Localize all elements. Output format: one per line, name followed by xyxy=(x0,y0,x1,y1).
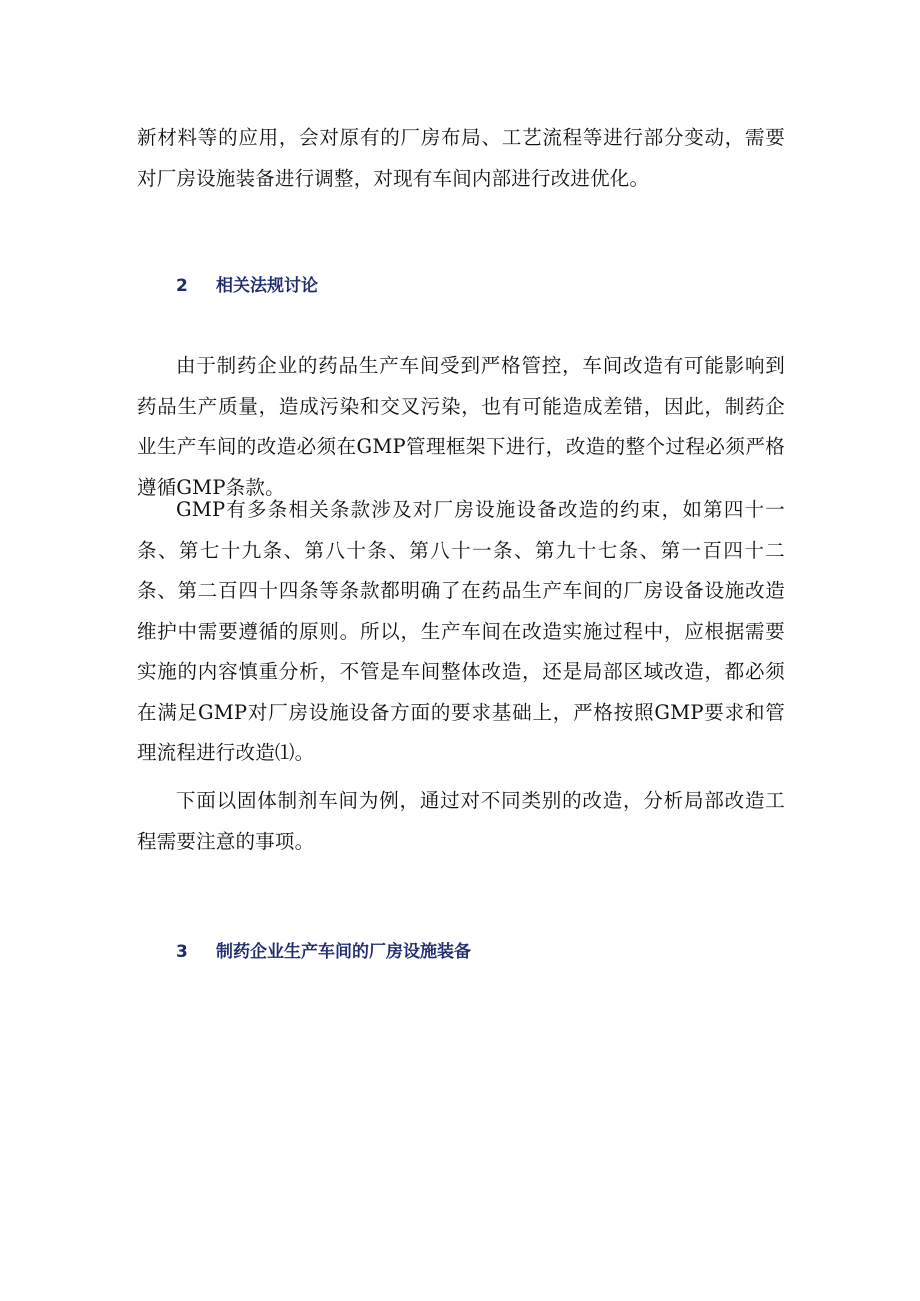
section-number: 3 xyxy=(176,942,188,962)
section-number: 2 xyxy=(176,276,188,296)
paragraph-regulation-control: 由于制药企业的药品生产车间受到严格管控，车间改造有可能影响到药品生产质量，造成污染和交叉污染，也有可能造成差错，因此，制药企业生产车间的改造必须在GMP管理框架下进行，改造的整个过程必须严格遵循GMP条款。 xyxy=(137,354,785,499)
paragraph-gmp-clauses: GMP有多条相关条款涉及对厂房设施设备改造的约束，如第四十一条、第七十九条、第八十条、第八十一条、第九十七条、第一百四十二条、第二百四十四条等条款都明确了在药品生产车间的厂房设备设施改造维护中需要遵循的原则。所以，生产车间在改造实施过程中，应根据需要实施的内容慎重分析，不管是车间整体改造，还是局部区域改造，都必须在满足GMP对厂房设施设备方面的要求基础上，严格按照GMP要求和管理流程进行改造⑴。 xyxy=(137,498,785,764)
section-title: 制药企业生产车间的厂房设施装备 xyxy=(216,942,471,962)
section-heading-2 xyxy=(176,274,318,298)
paragraph-intro-continuation: 新材料等的应用，会对原有的厂房布局、工艺流程等进行部分变动，需要对厂房设施装备进行调整，对现有车间内部进行改进优化。 xyxy=(137,126,785,190)
section-heading-3 xyxy=(176,940,471,964)
paragraph-example-intro: 下面以固体制剂车间为例，通过对不同类别的改造，分析局部改造工程需要注意的事项。 xyxy=(137,789,785,853)
section-title: 相关法规讨论 xyxy=(216,276,318,296)
